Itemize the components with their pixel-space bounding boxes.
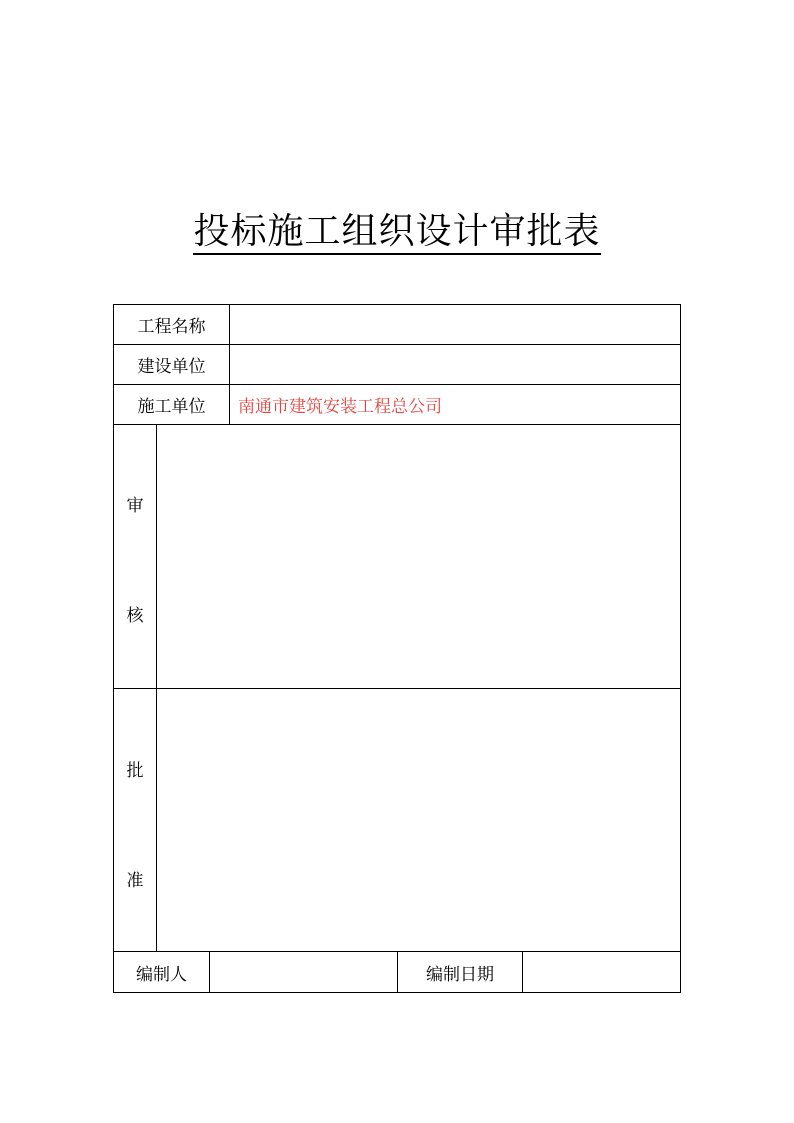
approve-field[interactable]: [157, 689, 680, 951]
compiler-label-text: 编制人: [136, 964, 187, 985]
date-label-text: 编制日期: [426, 964, 494, 985]
contractor-label-text: 施工单位: [137, 397, 206, 417]
page-title-text: 投标施工组织设计审批表: [193, 211, 600, 255]
project-name-label: [114, 305, 229, 344]
date-field[interactable]: [523, 952, 680, 992]
contractor-field[interactable]: [230, 385, 680, 424]
approve-char-2: 准: [126, 871, 144, 891]
compiler-label: [114, 952, 209, 992]
date-label: [398, 952, 522, 992]
compiler-field[interactable]: [210, 952, 397, 992]
page-title: [0, 208, 794, 256]
builder-label-text: 建设单位: [137, 357, 206, 377]
review-char-2: 核: [126, 606, 144, 626]
review-char-1: 审: [126, 496, 144, 516]
approve-char-1: 批: [126, 761, 144, 781]
contractor-label: [114, 385, 229, 424]
project-name-field[interactable]: [230, 305, 680, 344]
contractor-value: 南通市建筑安装工程总公司: [238, 397, 442, 417]
approval-form: [113, 304, 681, 993]
review-field[interactable]: [157, 425, 680, 688]
builder-field[interactable]: [230, 345, 680, 384]
project-name-label-text: 工程名称: [137, 317, 206, 337]
builder-label: [114, 345, 229, 384]
